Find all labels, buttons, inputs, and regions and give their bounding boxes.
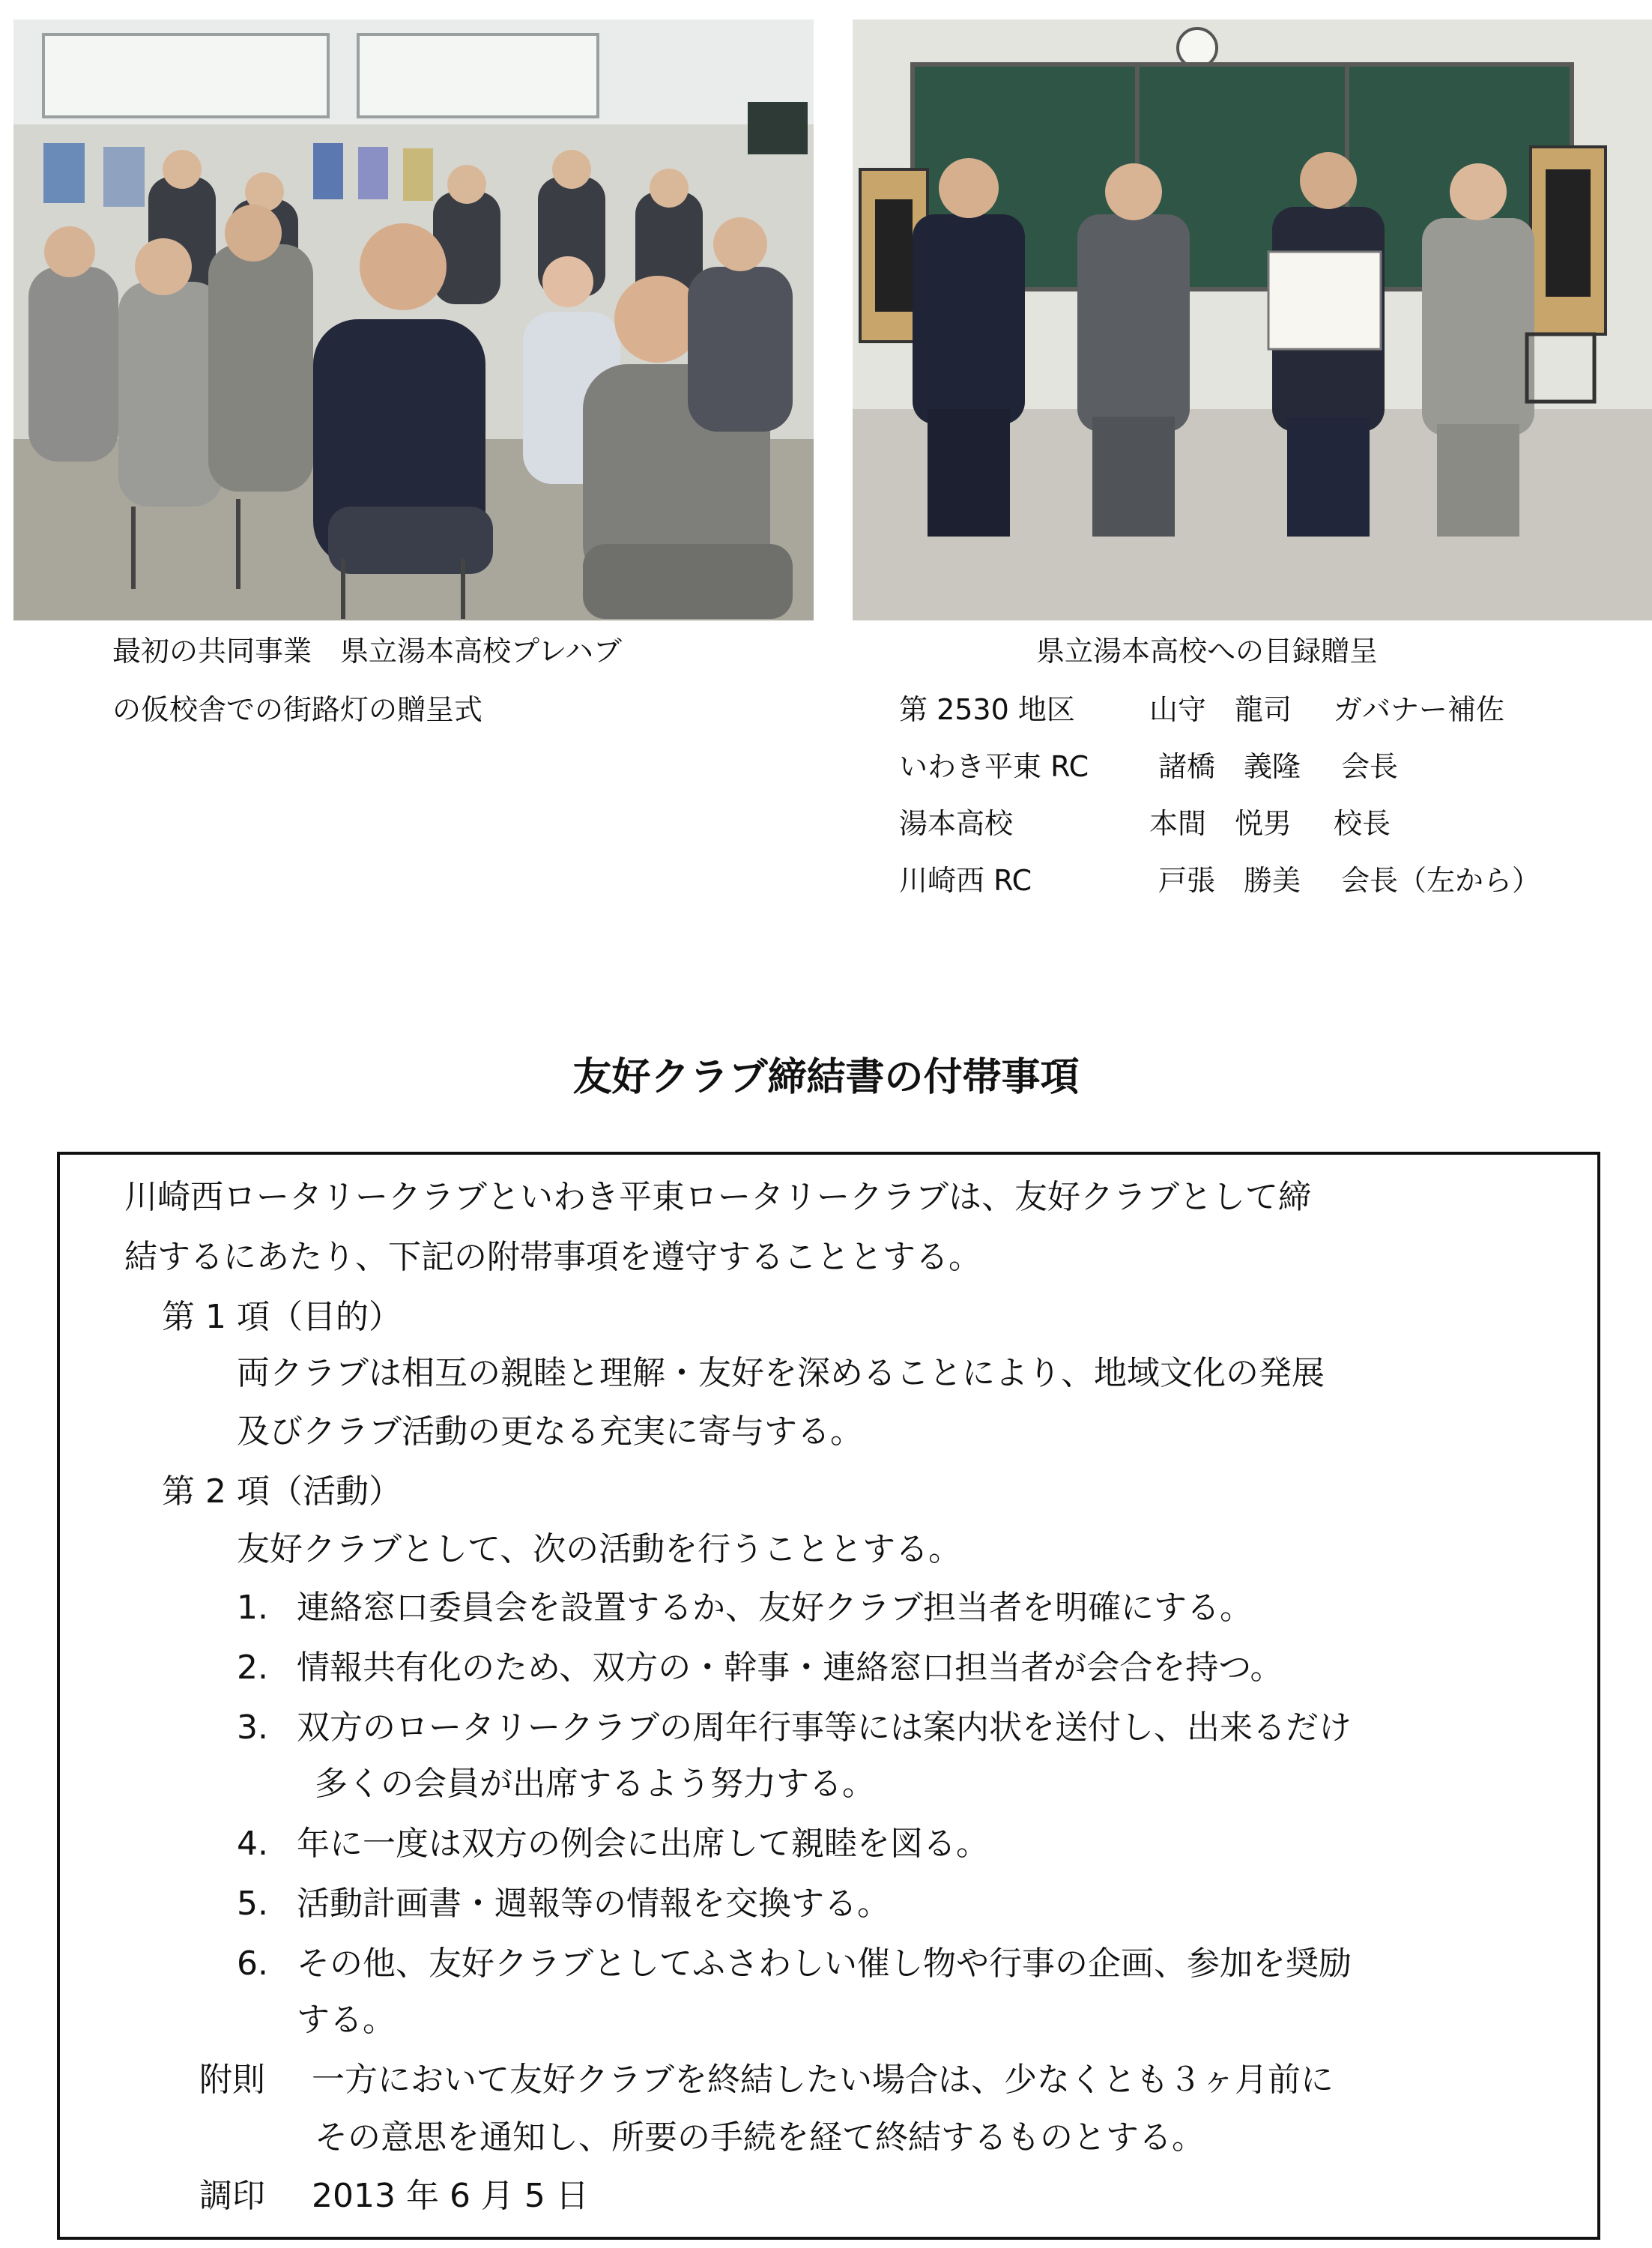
presenter-role: 会長 <box>1341 750 1399 783</box>
presenter-org: 川崎西 RC <box>899 864 1032 897</box>
section-1-line-1: 両クラブは相互の親睦と理解・友好を深めることにより、地域文化の発展 <box>237 1354 1325 1392</box>
section-2-heading: 第 2 項（活動） <box>162 1472 402 1511</box>
certificate-presentation-photo <box>853 19 1652 620</box>
list-item-number: 6. <box>237 1945 268 1983</box>
presenter-org: いわき平東 RC <box>899 750 1089 783</box>
list-item-text: 双方のロータリークラブの周年行事等には案内状を送付し、出来るだけ <box>297 1708 1352 1747</box>
list-item-number: 3. <box>237 1708 268 1747</box>
presenter-name: 諸橋 義隆 <box>1158 750 1301 783</box>
presenter-name: 山守 龍司 <box>1149 693 1292 726</box>
list-item-number: 4. <box>237 1825 268 1863</box>
intro-line-1: 川崎西ロータリークラブといわき平東ロータリークラブは、友好クラブとして締 <box>124 1178 1311 1216</box>
section-1-line-2: 及びクラブ活動の更なる充実に寄与する。 <box>237 1412 863 1451</box>
list-item-text: 年に一度は双方の例会に出席して親睦を図る。 <box>297 1825 989 1863</box>
section-2-intro: 友好クラブとして、次の活動を行うこととする。 <box>237 1530 962 1568</box>
list-item-number: 1. <box>237 1589 268 1627</box>
list-item-text: 活動計画書・週報等の情報を交換する。 <box>297 1885 890 1923</box>
intro-line-2: 結するにあたり、下記の附帯事項を遵守することとする。 <box>124 1238 981 1276</box>
document-title: 友好クラブ締結書の付帯事項 <box>572 1055 1080 1100</box>
presenter-name: 本間 悦男 <box>1149 807 1292 840</box>
presenter-role: ガバナー補佐 <box>1334 693 1505 726</box>
list-item-text: 情報共有化のため、双方の・幹事・連絡窓口担当者が会合を持つ。 <box>297 1649 1283 1687</box>
section-1-heading: 第 1 項（目的） <box>162 1298 402 1336</box>
left-caption-line-2: の仮校舎での街路灯の贈呈式 <box>112 693 483 726</box>
list-item-number: 5. <box>237 1885 268 1923</box>
left-caption-line-1: 最初の共同事業 県立湯本高校プレハブ <box>112 635 622 668</box>
ceremony-audience-image <box>13 19 814 620</box>
presenter-name: 戸張 勝美 <box>1158 864 1301 897</box>
sealed-date: 2013 年 6 月 5 日 <box>312 2177 589 2215</box>
presenter-role: 会長（左から） <box>1341 864 1541 897</box>
presenter-org: 湯本高校 <box>899 807 1014 840</box>
supplementary-line-1: 一方において友好クラブを終結したい場合は、少なくとも３ヶ月前に <box>312 2061 1334 2099</box>
sealed-label: 調印 <box>199 2177 265 2215</box>
list-item-text-continued: 多くの会員が出席するよう努力する。 <box>315 1765 875 1803</box>
presenter-org: 第 2530 地区 <box>899 693 1075 726</box>
certificate-presentation-image <box>853 19 1652 620</box>
agreement-box <box>57 1152 1600 2240</box>
supplementary-line-2: その意思を通知し、所要の手続を経て終結するものとする。 <box>315 2118 1205 2157</box>
presenter-role: 校長 <box>1334 807 1391 840</box>
list-item-text-continued: する。 <box>297 2001 396 2039</box>
right-caption-title: 県立湯本高校への目録贈呈 <box>1036 635 1379 668</box>
list-item-number: 2. <box>237 1649 268 1687</box>
list-item-text: 連絡窓口委員会を設置するか、友好クラブ担当者を明確にする。 <box>297 1589 1253 1627</box>
supplementary-label: 附則 <box>199 2061 265 2099</box>
list-item-text: その他、友好クラブとしてふさわしい催し物や行事の企画、参加を奨励 <box>297 1945 1352 1983</box>
ceremony-audience-photo <box>13 19 814 620</box>
